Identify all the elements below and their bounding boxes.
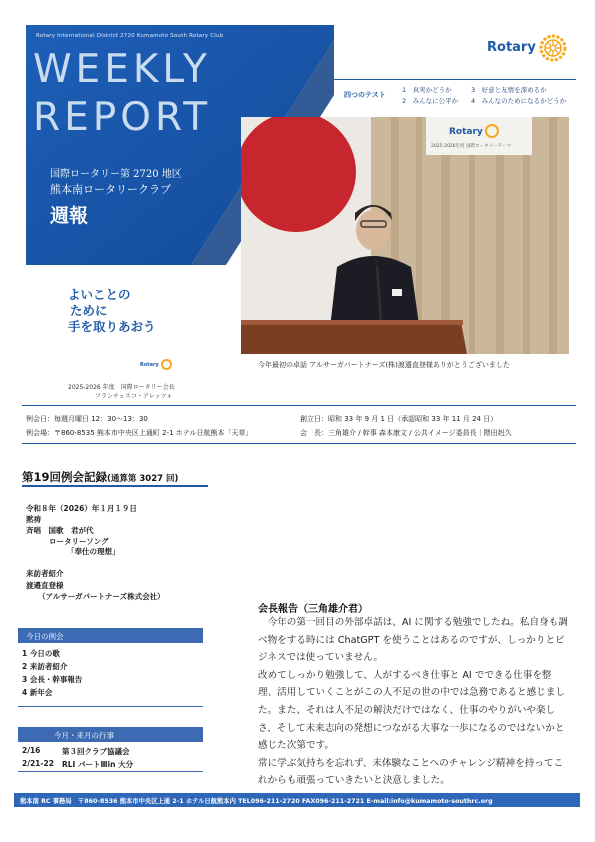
speaker-photo-illustration: [241, 117, 569, 354]
program-line: 黙祷: [26, 515, 41, 524]
program-line: 渡邉直登様: [26, 581, 64, 590]
today-meeting-item: 2 来訪者紹介: [22, 662, 68, 671]
ri-theme-slogan: [68, 287, 156, 335]
meeting-title-underline: [22, 485, 208, 487]
program-line: 「奉仕の理想」: [67, 547, 120, 556]
office-footer: 熊本南 RC 事務局 〒860-8536 熊本市中央区上通 2-1 ホテル日航熊本内 TEL096-211-2720 FAX096-211-2721 E-mail:info@kumamoto-southrc.org: [14, 793, 580, 807]
ri-district-line: Rotary International District 2720 Kumamoto South Rotary Club: [36, 33, 224, 39]
event-text: RLI パートⅢin 大分: [62, 760, 134, 769]
club-officers: 会 長：三角雄介 / 幹事 森本康文 / 公共イメージ委員長｜隈田赳久: [300, 429, 512, 437]
club-name: 熊本南ロータリークラブ: [50, 183, 171, 196]
event-text: 第３回クラブ協議会: [62, 747, 130, 756]
meeting-title-main: 第19回例会記録: [22, 470, 108, 484]
small-rotary-logo: Rotary: [140, 362, 159, 368]
president-year: 2025-2026 年度 国際ロータリー会長: [68, 384, 175, 391]
president-report-title: 会長報告（三角雄介君）: [258, 604, 368, 615]
speaker-photo: [241, 117, 569, 354]
meeting-date: 令和８年（2026）年１月１９日: [26, 504, 137, 513]
meeting-record-title: [22, 469, 178, 485]
event-date: 2/16: [22, 746, 41, 755]
four-way-test-item: 4 みんなのためになるかどうか: [471, 97, 567, 105]
program-line: （アルサーガパートナーズ株式会社）: [38, 592, 165, 601]
report-paragraph: 改めてしっかり勉強して、人がするべき仕事と AI でできる仕事を整理、活用していくことがこの人不足の世の中では急務であると感じました。また、それは人不足の解決だけではなく、仕事のやりがいや楽しさ、そして未来志向の発想につながる大事な一歩になるのではないかと感じた次第です。: [258, 669, 565, 752]
shuho-title: 週報: [50, 205, 89, 227]
rotary-logo-text: Rotary: [487, 40, 536, 55]
program-line: 斉唱 国歌 君が代: [26, 526, 94, 535]
program-line: 来訪者紹介: [26, 569, 64, 578]
small-rotary-wheel-icon: [161, 359, 172, 370]
rotary-wheel-icon: [539, 34, 567, 62]
info-top-rule: [22, 405, 576, 406]
four-way-test-item: 3 好意と友情を深めるか: [471, 86, 547, 94]
meeting-place: 例会場：〒860-8535 熊本市中央区上通町 2-1 ホテル日航熊本「天草」: [26, 429, 253, 437]
weekly-heading: WEEKLY: [33, 47, 211, 92]
four-way-test-item: 2 みんなに公平か: [402, 97, 459, 105]
four-way-test-item: 1 真実かどうか: [402, 86, 452, 94]
masthead: [0, 0, 595, 400]
slogan-line-1: よいことの: [68, 287, 131, 302]
today-meeting-item: 4 新年会: [22, 688, 53, 697]
program-line: ロータリーソング: [49, 537, 109, 546]
event-date: 2/21-22: [22, 759, 54, 768]
photo-banner-sub: 2025-2026年度 国際ロータリーテーマ: [431, 144, 511, 149]
president-name: フランチェスコ・アレッツォ: [95, 393, 173, 400]
report-heading: REPORT: [33, 95, 212, 140]
four-way-test-title: 四つのテスト: [344, 91, 386, 99]
today-meeting-item: 1 今日の歌: [22, 649, 60, 658]
photo-banner-text: Rotary: [449, 127, 483, 137]
today-meeting-header: 今日の例会: [18, 628, 203, 643]
photo-caption: 今年最初の卓話 アルサーガパートナーズ(株)渡邉直登様ありがとうございました: [258, 361, 510, 369]
today-meeting-item: 3 会長・幹事報告: [22, 675, 83, 684]
report-paragraph: 今年の第一回目の外部卓話は、AI に関する勉強でしたね。私自身も調べ物をする時には ChatGPT を使うことはあるのですが、しっかりとビジネスでは使っていません。: [258, 617, 568, 664]
president-report-body: [258, 614, 570, 790]
slogan-line-3: 手を取りあおう: [68, 319, 156, 334]
founded-date: 創立日：昭和 33 年 9 月 1 日（承認昭和 33 年 11 月 24 日）: [300, 415, 498, 423]
slogan-line-2: ために: [70, 303, 108, 318]
meeting-day: 例会日：毎週月曜日 12：30～13：30: [26, 415, 148, 423]
meeting-title-sub: (通算第 3027 回): [107, 474, 179, 484]
report-paragraph: 常に学ぶ気持ちを忘れず、未体験なことへのチャレンジ精神を持ってこれからも頑張っていきたいと決意しました。: [258, 757, 564, 787]
district-name: 国際ロータリー第 2720 地区: [50, 169, 182, 180]
info-bottom-rule: [22, 443, 576, 444]
events-header: 今月・来月の行事: [18, 727, 203, 742]
